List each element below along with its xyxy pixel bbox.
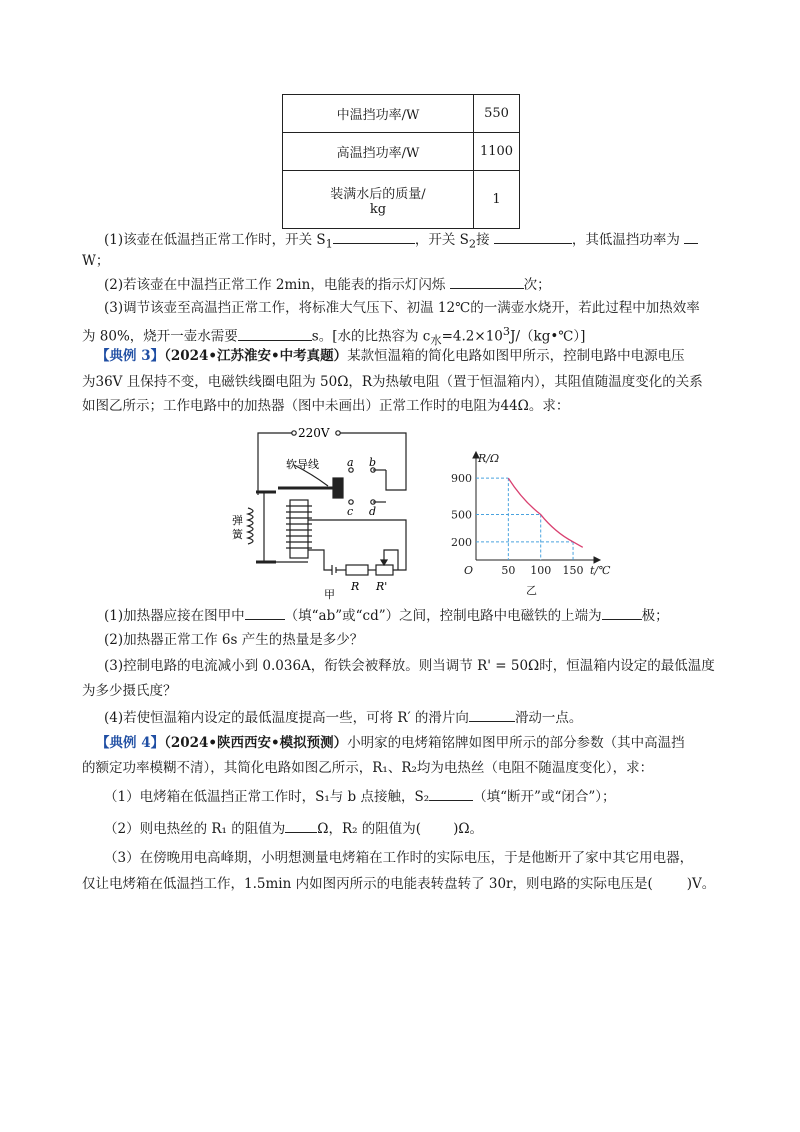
x-tick-label: 100 bbox=[530, 564, 552, 577]
circuit-diagram bbox=[228, 420, 418, 601]
question-line bbox=[104, 786, 744, 807]
text: 为 80%，烧开一壶水需要 bbox=[82, 328, 238, 345]
figure-caption: 甲 bbox=[324, 588, 335, 601]
question-line: W； bbox=[82, 253, 110, 269]
question-line: (3)调节该壶至高温挡正常工作，将标准大气压下、初温 12℃的一满壶水烧开，若此过程中加热效率 bbox=[104, 300, 700, 316]
answer-blank bbox=[333, 229, 415, 244]
answer-blank bbox=[429, 786, 473, 801]
answer-blank bbox=[684, 229, 698, 244]
question-line: 为多少摄氏度？ bbox=[82, 683, 177, 699]
table-cell-text: 装满水后的质量/ bbox=[330, 186, 426, 202]
text: （1）电烤箱在低温挡正常工作时，S₁与 b 点接触，S₂ bbox=[104, 789, 430, 805]
example-source: （2024•陕西西安•模拟预测） bbox=[164, 735, 348, 751]
answer-blank bbox=[285, 818, 317, 833]
x-tick-label: 50 bbox=[501, 564, 516, 577]
contact-c-label: c bbox=[347, 505, 354, 518]
question-line bbox=[82, 874, 722, 894]
voltage-label: 220V bbox=[298, 426, 330, 440]
table-cell: 1 bbox=[474, 171, 520, 229]
answer-blank bbox=[238, 326, 312, 341]
text: 极； bbox=[641, 608, 669, 624]
text: （填“断开”或“闭合”）； bbox=[473, 789, 616, 805]
question-line bbox=[104, 605, 744, 626]
text: )V。 bbox=[686, 876, 716, 892]
origin-label: O bbox=[464, 564, 474, 577]
contact-b-label: b bbox=[369, 456, 377, 469]
text: 滑动一点。 bbox=[514, 710, 583, 726]
text: 某款恒温箱的简化电路如图甲所示，控制电路中电源电压 bbox=[347, 348, 685, 364]
table-cell: 1100 bbox=[474, 133, 520, 171]
text: ，其低温挡功率为 bbox=[571, 232, 685, 248]
figure-caption: 乙 bbox=[526, 584, 537, 597]
answer-blank bbox=[469, 707, 515, 722]
example-heading bbox=[96, 346, 736, 366]
table-cell bbox=[283, 171, 474, 229]
y-tick-label: 500 bbox=[451, 508, 472, 522]
table-cell: 550 bbox=[474, 95, 520, 133]
superscript: 3 bbox=[502, 325, 511, 338]
answer-blank bbox=[245, 605, 285, 620]
text: s。[水的比热容为 c bbox=[311, 328, 431, 345]
contact-a-label: a bbox=[347, 456, 354, 469]
resistor-r-label: R bbox=[351, 580, 360, 593]
question-line bbox=[104, 707, 744, 728]
question-line: (2)加热器正常工作 6s 产生的热量是多少？ bbox=[104, 632, 364, 648]
text: (1)加热器应接在图甲中 bbox=[104, 608, 245, 624]
example-heading bbox=[96, 733, 736, 753]
x-tick-label: 150 bbox=[562, 564, 584, 577]
example-source: （2024•江苏淮安•中考真题） bbox=[164, 348, 348, 364]
table-cell: 中温挡功率/W bbox=[283, 95, 474, 133]
question-line bbox=[104, 274, 744, 295]
resistance-temperature-chart bbox=[446, 448, 611, 597]
text: （2）则电热丝的 R₁ 的阻值为 bbox=[104, 821, 286, 837]
question-line: (1)该壶在低温挡正常工作时，开关 $S_1$ ，开关 $S_2$接 ，其低温挡功率为 bbox=[104, 229, 744, 255]
question-line: (3)控制电路的电流减小到 0.036A，衔铁会被释放。则当调节 R' = 50Ω时，恒温箱内设定的最低温度 bbox=[104, 658, 715, 674]
x-axis-label: t/℃ bbox=[590, 564, 611, 577]
table-cell: 高温挡功率/W bbox=[283, 133, 474, 171]
series-line bbox=[508, 478, 582, 547]
text: (2)若该壶在中温挡正常工作 2min，电能表的指示灯闪烁 bbox=[104, 277, 450, 293]
text: 小明家的电烤箱铭牌如图甲所示的部分参数（其中高温挡 bbox=[347, 735, 685, 751]
text: =4.2×10 bbox=[441, 328, 503, 345]
spring-label: 弹 bbox=[232, 514, 243, 527]
example-tag: 【典例 3】 bbox=[96, 348, 165, 364]
subscript: 水 bbox=[430, 334, 442, 348]
y-tick-label: 200 bbox=[451, 535, 472, 549]
table-cell-text: kg bbox=[369, 201, 387, 217]
soft-wire-label: 软导线 bbox=[286, 458, 319, 471]
answer-blank bbox=[450, 274, 524, 289]
text: J/（kg•℃）] bbox=[510, 328, 586, 345]
text: (1)该壶在低温挡正常工作时，开关 S bbox=[104, 232, 326, 248]
spec-table bbox=[282, 94, 520, 229]
text: Ω，R₂ 的阻值为( bbox=[317, 821, 422, 837]
text: )Ω。 bbox=[453, 821, 484, 837]
paragraph-line: 为36V 且保持不变，电磁铁线圈电阻为 50Ω，R为热敏电阻（置于恒温箱内），其阻值随温度变化的关系 bbox=[82, 374, 703, 390]
text: 仅让电烤箱在低温挡工作，1.5min 内如图丙所示的电能表转盘转了 30r，则电路的实际电压是( bbox=[82, 876, 653, 892]
text: ，开关 S bbox=[414, 232, 469, 248]
resistor-rp-label: R' bbox=[376, 580, 388, 593]
spring-label: 簧 bbox=[232, 528, 243, 541]
text: 接 bbox=[476, 232, 494, 248]
contact-d-label: d bbox=[369, 505, 377, 518]
text: (4)若使恒温箱内设定的最低温度提高一些，可将 R′ 的滑片向 bbox=[104, 710, 469, 726]
y-axis-label: R/Ω bbox=[478, 452, 500, 465]
example-tag: 【典例 4】 bbox=[96, 735, 165, 751]
question-line: （3）在傍晚用电高峰期，小明想测量电烤箱在工作时的实际电压，于是他断开了家中其它用电器， bbox=[104, 850, 694, 866]
answer-blank bbox=[494, 229, 572, 244]
answer-blank bbox=[602, 605, 642, 620]
paragraph-line: 的额定功率模糊不清），其简化电路如图乙所示，R₁、R₂均为电热丝（电阻不随温度变化），求： bbox=[82, 760, 654, 776]
text: 次； bbox=[523, 277, 551, 293]
x-axis-arrow bbox=[594, 557, 600, 563]
text: （填“ab”或“cd”）之间，控制电路中电磁铁的上端为 bbox=[284, 608, 602, 624]
paragraph-line: 如图乙所示；工作电路中的加热器（图中未画出）正常工作时的电阻为44Ω。求： bbox=[82, 398, 570, 414]
question-line bbox=[104, 818, 744, 839]
y-tick-label: 900 bbox=[451, 472, 472, 486]
